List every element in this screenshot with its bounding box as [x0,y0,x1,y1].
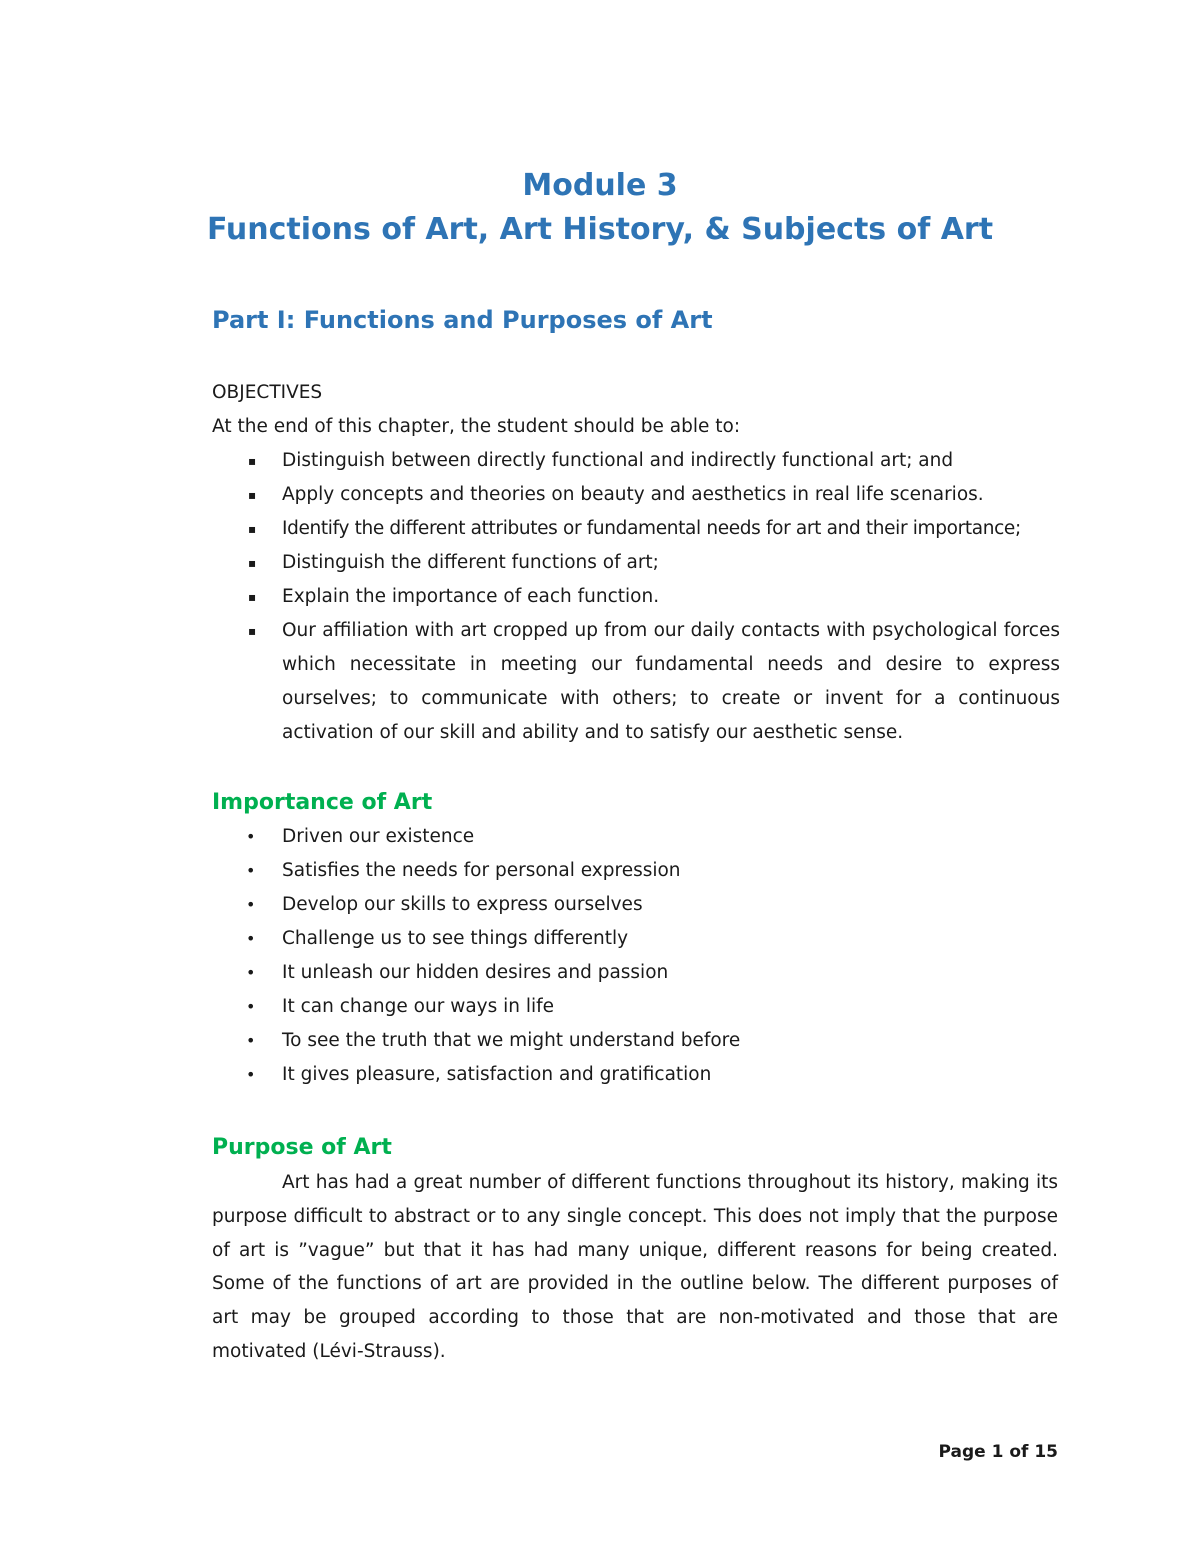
objectives-list [212,444,1060,750]
importance-text: It unleash our hidden desires and passion [282,962,669,983]
objective-text: Distinguish the different functions of art; [282,552,659,573]
objectives-intro: At the end of this chapter, the student should be able to: [212,416,741,437]
module-number-title: Module 3 [522,168,678,203]
importance-heading: Importance of Art [212,790,433,815]
objectives-label: OBJECTIVES [212,382,323,403]
round-bullet-icon: • [246,895,256,914]
list-item [212,922,1060,956]
importance-text: To see the truth that we might understand before [282,1030,741,1051]
square-bullet-icon: ▪ [248,488,257,502]
list-item [212,1024,1060,1058]
list-item [212,614,1060,750]
objective-text: Identify the different attributes or fundamental needs for art and their importance; [282,518,1021,539]
part-heading: Part I: Functions and Purposes of Art [212,306,713,334]
round-bullet-icon: • [246,861,256,880]
list-item [212,444,1060,478]
square-bullet-icon: ▪ [248,556,257,570]
module-title [0,164,1200,252]
objective-text: Our affiliation with art cropped up from our daily contacts with psychological forces which necessitate in meeting our fundamental needs and desire to express ourselves; to communicate with others; to create or invent for a continuous activation of our skill and ability and to satisfy our aesthetic sense. [282,620,1060,743]
round-bullet-icon: • [246,929,256,948]
importance-text: It can change our ways in life [282,996,555,1017]
objective-text: Explain the importance of each function. [282,586,660,607]
list-item [212,888,1060,922]
importance-text: Develop our skills to express ourselves [282,894,643,915]
square-bullet-icon: ▪ [248,624,257,638]
page-number: Page 1 of 15 [938,1442,1058,1462]
objective-text: Apply concepts and theories on beauty and aesthetics in real life scenarios. [282,484,984,505]
square-bullet-icon: ▪ [248,454,257,468]
importance-text: Challenge us to see things differently [282,928,629,949]
list-item [212,580,1060,614]
module-subtitle: Functions of Art, Art History, & Subjects of Art [206,212,994,247]
importance-list [212,820,1060,1092]
objective-text: Distinguish between directly functional and indirectly functional art; and [282,450,954,471]
list-item [212,478,1060,512]
round-bullet-icon: • [246,827,256,846]
round-bullet-icon: • [246,1031,256,1050]
list-item [212,990,1060,1024]
round-bullet-icon: • [246,963,256,982]
importance-text: Satisfies the needs for personal expression [282,860,681,881]
purpose-heading: Purpose of Art [212,1135,392,1160]
list-item [212,1058,1060,1092]
list-item [212,820,1060,854]
list-item [212,854,1060,888]
round-bullet-icon: • [246,1065,256,1084]
importance-text: Driven our existence [282,826,475,847]
square-bullet-icon: ▪ [248,590,257,604]
purpose-paragraph: Art has had a great number of different functions throughout its history, making its purpose difficult to abstract or to any single concept. This does not imply that the purpose of art is ”vague” but that it has had many unique, different reasons for being created. Some of the functions of art are provided in the outline below. The different purposes of art may be grouped according to those that are non-motivated and those that are motivated (Lévi-Strauss). [212,1172,1058,1362]
list-item [212,956,1060,990]
square-bullet-icon: ▪ [248,522,257,536]
importance-text: It gives pleasure, satisfaction and gratification [282,1064,712,1085]
list-item [212,512,1060,546]
list-item [212,546,1060,580]
round-bullet-icon: • [246,997,256,1016]
